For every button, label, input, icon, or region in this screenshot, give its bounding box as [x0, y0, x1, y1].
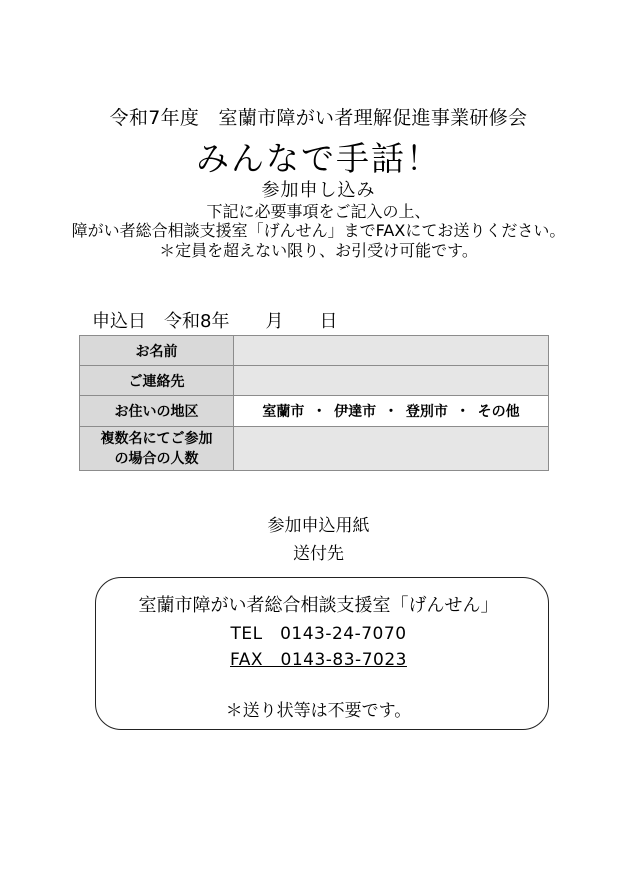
table-row: [80, 336, 549, 366]
office-name: 室蘭市障がい者総合相談支援室「げんせん」: [138, 595, 499, 616]
capacity-note: ＊定員を超えない限り、お引受け可能です。: [159, 241, 478, 260]
contact-field[interactable]: [234, 366, 549, 396]
area-options[interactable]: 室蘭市 ・ 伊達市 ・ 登別市 ・ その他: [234, 396, 549, 427]
application-form-table: [79, 335, 549, 471]
send-destination-heading: 送付先: [293, 544, 344, 564]
group-size-label: [80, 427, 234, 471]
fax-line: [0, 645, 637, 670]
instruction-line: 障がい者総合相談支援室「げんせん」までFAXにてお送りください。: [71, 221, 566, 240]
table-row: [80, 427, 549, 471]
tel-number: TEL 0143-24-7070: [230, 624, 407, 644]
area-label: お住いの地区: [80, 396, 234, 427]
instruction-line: 下記に必要事項をご記入の上、: [206, 202, 431, 221]
group-size-label-line2: の場合の人数: [114, 450, 199, 467]
send-heading: 参加申込用紙: [267, 516, 370, 536]
cover-letter-note: ＊送り状等は不要です。: [225, 701, 412, 721]
table-row: [80, 396, 549, 427]
group-size-label-line1: 複数名にてご参加: [100, 430, 213, 447]
fax-number: FAX 0143-83-7023: [230, 650, 407, 670]
application-date: 申込日 令和8年 月 日: [92, 311, 338, 332]
table-row: [80, 366, 549, 396]
section-heading: 参加申し込み: [261, 180, 376, 201]
contact-label: ご連絡先: [80, 366, 234, 396]
group-size-field[interactable]: [234, 427, 549, 471]
name-label: お名前: [80, 336, 234, 366]
event-subtitle: 令和7年度 室蘭市障がい者理解促進事業研修会: [109, 107, 528, 129]
page-title: みんなで手話！: [196, 139, 441, 178]
name-field[interactable]: [234, 336, 549, 366]
